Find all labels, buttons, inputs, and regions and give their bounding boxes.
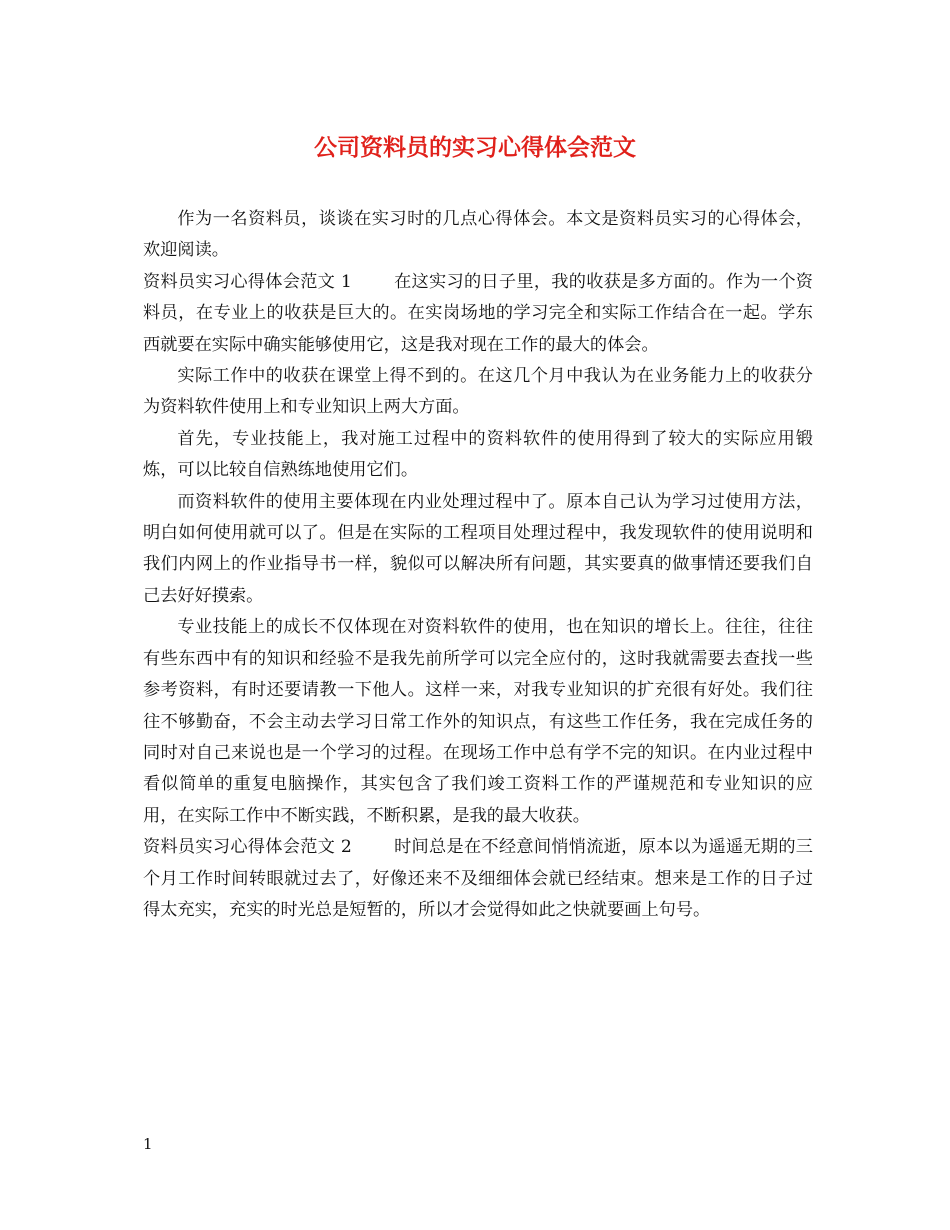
paragraph-text: 专业技能上的成长不仅体现在对资料软件的使用，也在知识的增长上。往往，往往有些东西中有的知识和经验不是我先前所学可以完全应付的，这时我就需要去查找一些参考资料，有时还要请教一下他人。这样一来，对我专业知识的扩充很有好处。我们往往不够勤奋，不会主动去学习日常工作外的知识点，有这些工作任务，我在完成任务的同时对自己来说也是一个学习的过程。在现场工作中总有学不完的知识。在内业过程中看似简单的重复电脑操作，其实包含了我们竣工资料工作的严谨规范和专业知识的应用，在实际工作中不断实践，不断积累，是我的最大收获。 (143, 617, 813, 826)
paragraph-intro (143, 204, 813, 267)
paragraph-example-2 (143, 832, 813, 926)
paragraph-text: 时间总是在不经意间悄悄流逝，原本以为遥遥无期的三个月工作时间转眼就过去了，好像还来不及细细体会就已经结束。想来是工作的日子过得太充实，充实的时光总是短暂的，所以才会觉得如此之快就要画上句号。 (143, 837, 813, 920)
section-label: 资料员实习心得体会范文 2 (143, 837, 352, 858)
paragraph-first (143, 424, 813, 487)
paragraph-growth (143, 612, 813, 832)
paragraph-text: 实际工作中的收获在课堂上得不到的。在这几个月中我认为在业务能力上的收获分为资料软件使用上和专业知识上两大方面。 (143, 366, 813, 418)
section-label: 资料员实习心得体会范文 1 (143, 271, 352, 292)
paragraph-software (143, 487, 813, 613)
paragraph-text: 作为一名资料员，谈谈在实习时的几点心得体会。本文是资料员实习的心得体会，欢迎阅读。 (143, 209, 813, 261)
document-title: 公司资料员的实习心得体会范文 (314, 135, 636, 161)
document-body (143, 204, 813, 926)
paragraph-text: 首先，专业技能上，我对施工过程中的资料软件的使用得到了较大的实际应用锻炼，可以比较自信熟练地使用它们。 (143, 428, 813, 481)
page-number: 1 (143, 1135, 153, 1153)
paragraph-gains (143, 361, 813, 424)
paragraph-text: 在这实习的日子里，我的收获是多方面的。作为一个资料员，在专业上的收获是巨大的。在实岗场地的学习完全和实际工作结合在一起。学东西就要在实际中确实能够使用它，这是我对现在工作的最大的体会。 (143, 271, 813, 355)
paragraph-text: 而资料软件的使用主要体现在内业处理过程中了。原本自己认为学习过使用方法，明白如何使用就可以了。但是在实际的工程项目处理过程中，我发现软件的使用说明和我们内网上的作业指导书一样，貌似可以解决所有问题，其实要真的做事情还要我们自己去好好摸索。 (143, 491, 813, 606)
paragraph-example-1 (143, 267, 813, 361)
